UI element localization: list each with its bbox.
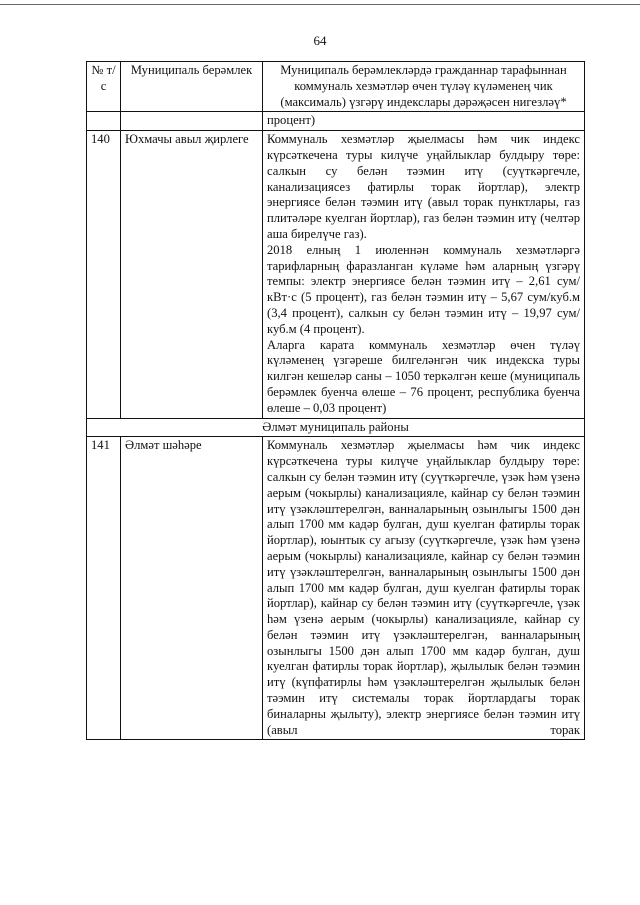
- row-basis: Коммуналь хезмәтләр җыелмасы һәм чик индекс күрсәткечена туры килүче уңайлыклар булдыру төре: салкын су белән тәэмин итү (суүткәргечле, үзәк һәм үзенә аерым (чокырлы) канализацияле, кайнар су белән тәэмин итү үзәкләштерелгән, ванналарының озынлыгы 1500 дән алып 1700 мм кадәр булган, душ куелган фатирлы торак йортлар), юынтык су агызу (суүткәргечле, үзәк һәм үзенә аерым (чокырлы) канализацияле, кайнар су белән тәэмин итү үзәкләштерелгән, ванналарының озынлыгы 1500 дән алып 1700 мм кадәр булган, душ куелган фатирлы торак йортлар), кайнар су белән тәэмин итү (суүткәргечле, үзәк һәм үзенә аерым (чокырлы) канализацияле, кайнар су белән тәэмин итү үзәкләштерелгән, ванналарының озынлыгы 1500 дән алып 1700 мм кадәр булган, душ куелган фатирлы торак йортлар), җылылык белән тәэмин итү (күпфатирлы һәм үзәкләштерелгән җылылык белән тәэмин итү системалы торак йортлардагы торак биналарны җылыту), электр энергиясе белән тәэмин итү (авыл торак: [263, 437, 585, 740]
- table-row: [87, 437, 585, 740]
- row-number: 141: [87, 437, 121, 740]
- page-number: 64: [313, 33, 327, 48]
- continuation-row: [87, 112, 585, 131]
- indices-table: [86, 61, 585, 740]
- continuation-text: процент): [263, 112, 585, 131]
- header-num: № т/с: [87, 62, 121, 112]
- row-number: 140: [87, 131, 121, 418]
- top-border-line: [0, 4, 640, 5]
- row-municipality: Әлмәт шәһәре: [121, 437, 263, 740]
- row-paragraph: 2018 елның 1 июленнән коммуналь хезмәтләргә тарифларның фаразланган күләме һәм аларның үзгәрү темпы: электр энергиясе белән тәэмин итү – 2,61 сум/кВт·с (5 процент), газ белән тәэмин итү – 5,67 сум/куб.м (3,4 процент), салкын су белән тәэмин итү – 19,97 сум/куб.м (4 процент).: [267, 242, 580, 336]
- row-municipality: Юхмачы авыл җирлеге: [121, 131, 263, 418]
- section-row: [87, 418, 585, 437]
- table-row: [87, 131, 585, 418]
- header-municipality: Муниципаль берәмлек: [121, 62, 263, 112]
- row-basis: [263, 131, 585, 418]
- section-title: Әлмәт муниципаль районы: [87, 418, 585, 437]
- table-header-row: [87, 62, 585, 112]
- header-basis: Муниципаль берәмлекләрдә гражданнар тарафыннан коммуналь хезмәтләр өчен түләү күләменең чик (максималь) үзгәрү индекслары дәрәҗәсен нигезләү*: [263, 62, 585, 112]
- row-paragraph: Аларга карата коммуналь хезмәтләр өчен түләү күләменең үзгәреше билгеләнгән чик индекска туры килгән кешеләр саны – 1050 теркәлгән кеше (муниципаль берәмлек буенча өлеше – 76 процент, республика буенча өлеше – 0,03 процент): [267, 337, 580, 415]
- row-paragraph: Коммуналь хезмәтләр җыелмасы һәм чик индекс күрсәткечена туры килүче уңайлыклар булдыру төре: салкын су белән тәэмин итү (суүткәргечле, канализациясез фатирлы торак йортлар), электр энергиясе белән тәэмин итү (авыл торак пунктлары, газ плитәләре куелган йортлар), газ белән тәэмин итү (челтәр аша бирелүче газ).: [267, 132, 580, 241]
